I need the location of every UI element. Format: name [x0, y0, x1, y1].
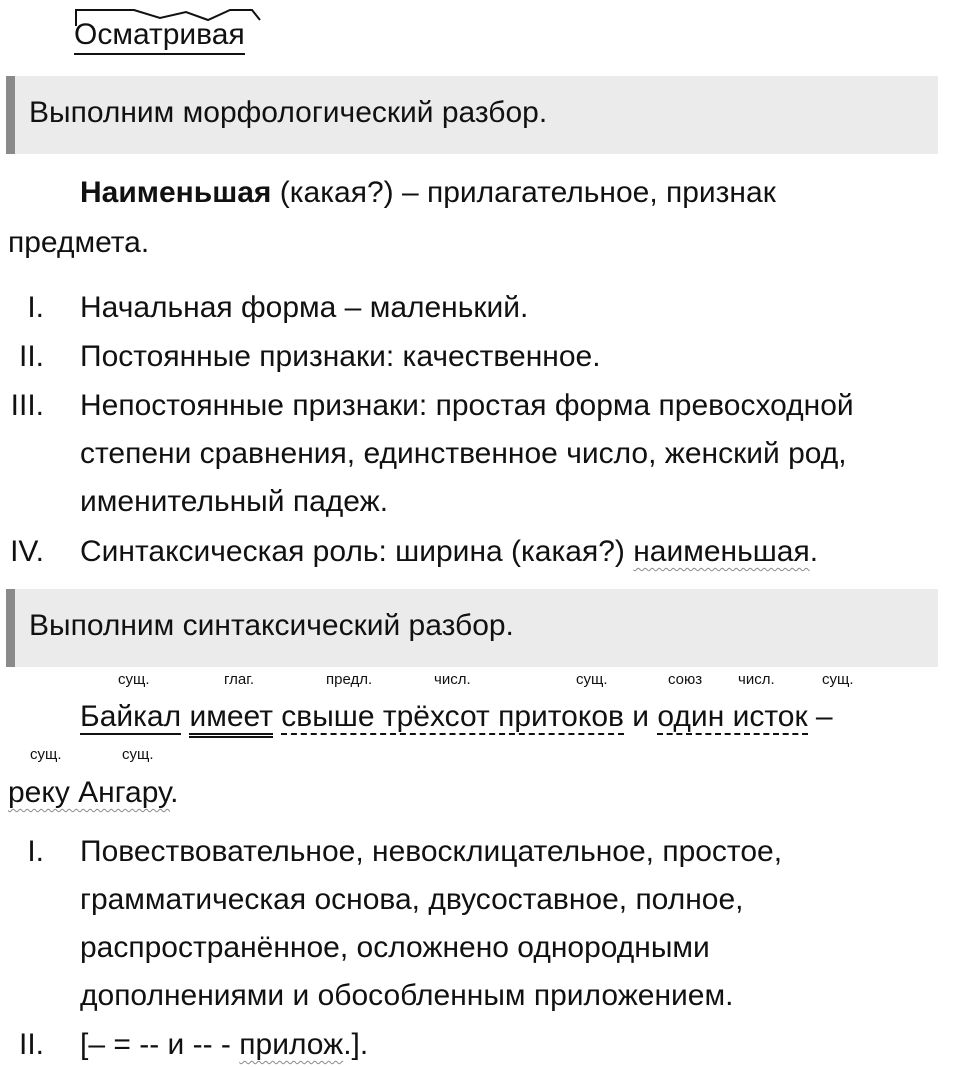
- pos-label: сущ.: [30, 746, 62, 763]
- pos-label: числ.: [434, 671, 471, 688]
- pos-label: глаг.: [224, 671, 255, 688]
- pos-label: сущ.: [576, 671, 608, 688]
- syntax-sentence-line1: [80, 700, 833, 734]
- pos-label: сущ.: [822, 671, 854, 688]
- predicate-word: имеет: [189, 700, 273, 738]
- morph-word: Наименьшая: [80, 176, 272, 209]
- pos-label: предл.: [326, 671, 373, 688]
- pos-label: союз: [668, 671, 703, 688]
- pos-label: сущ.: [122, 746, 154, 763]
- banner-title: Выполним морфологический разбор.: [29, 96, 548, 129]
- top-word: Осматривая: [74, 18, 245, 52]
- morpheme-mark-icon: [74, 6, 264, 28]
- syntax-item-1-line2: грамматическая основа, двусоставное, полное,: [80, 883, 744, 916]
- banner-morphological: [6, 76, 938, 154]
- conjunction-word: и: [632, 700, 650, 733]
- syntax-sentence-line2: реку Ангару.: [8, 776, 179, 809]
- morph-item-3-line2: степени сравнения, единственное число, женский род,: [80, 437, 847, 470]
- morph-intro-line1: Наименьшая (какая?) – прилагательное, признак: [80, 176, 776, 209]
- subject-word: Байкал: [80, 700, 182, 733]
- banner-title: Выполним синтаксический разбор.: [29, 609, 514, 642]
- syntax-item-1-line4: дополнениями и обособленным приложением.: [80, 979, 734, 1012]
- dash-mark: –: [815, 700, 833, 733]
- appositive-phrase: реку Ангару: [8, 776, 171, 809]
- morph-item-1-text: Начальная форма – маленький.: [80, 291, 529, 324]
- syntax-item-2-num: II.: [18, 1028, 44, 1061]
- morph-item-3-line3: именительный падеж.: [80, 485, 389, 518]
- morph-item-2-num: II.: [18, 340, 44, 373]
- morph-item-4-text: Синтаксическая роль: ширина (какая?) наименьшая.: [80, 535, 819, 568]
- syntax-item-1-line3: распространённое, осложнено однородными: [80, 931, 710, 964]
- morph-item-4-num: IV.: [10, 535, 44, 568]
- object-phrase-2: один исток: [657, 700, 808, 733]
- morph-item-1-num: I.: [27, 291, 44, 324]
- syntax-item-1-line1: Повествовательное, невосклицательное, простое,: [80, 835, 783, 868]
- morph-intro-line2: предмета.: [8, 226, 150, 259]
- morph-item-2-text: Постоянные признаки: качественное.: [80, 340, 601, 373]
- morph-item-3-num: III.: [10, 389, 44, 422]
- pos-label: сущ.: [118, 671, 150, 688]
- syntax-item-1-num: I.: [27, 835, 44, 868]
- pos-label: числ.: [738, 671, 775, 688]
- syntax-item-2-text: [– = -- и -- - прилож.].: [80, 1028, 369, 1061]
- object-phrase: свыше трёхсот притоков: [281, 700, 624, 733]
- banner-syntactic: [6, 589, 938, 667]
- morph-item-3-line1: Непостоянные признаки: простая форма превосходной: [80, 389, 854, 422]
